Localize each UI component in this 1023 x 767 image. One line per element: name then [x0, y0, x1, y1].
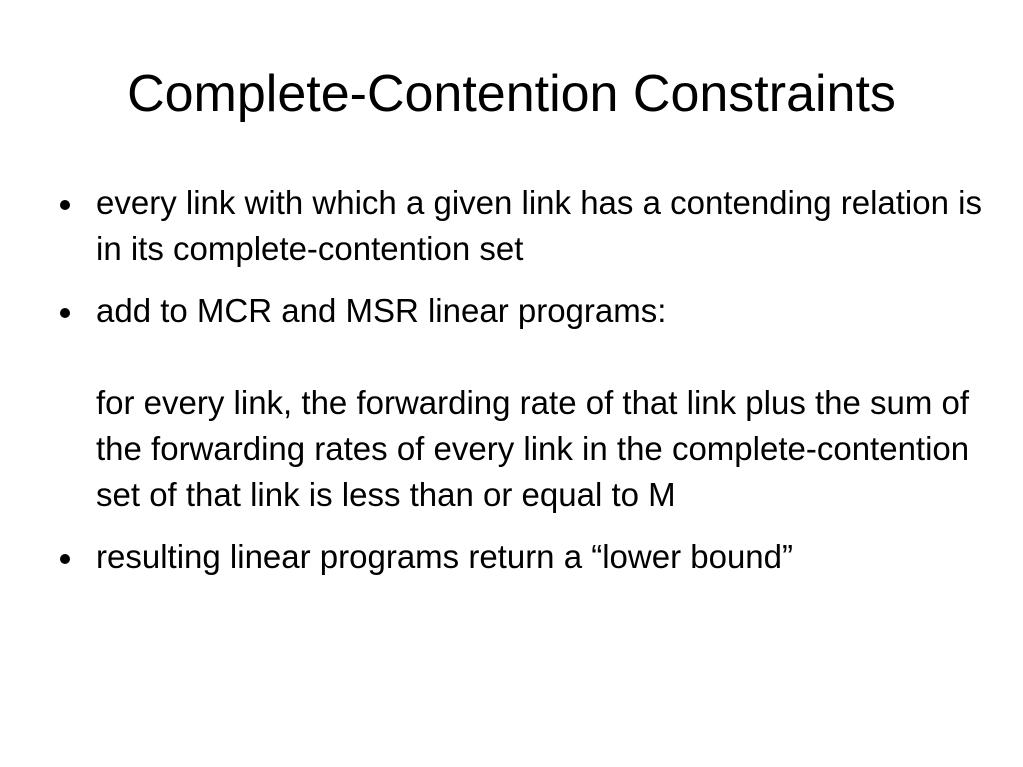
bullet-dot-icon — [60, 200, 70, 210]
bullet-dot-icon — [60, 554, 70, 564]
bullet-dot-icon — [60, 308, 70, 318]
bullet-sub-paragraph: for every link, the forwarding rate of that link plus the sum of the forwarding rates of every link in the complete-contention set of that link is less than or equal to M — [96, 384, 970, 513]
slide-title: Complete-Contention Constraints — [127, 65, 896, 123]
bullet-item-add-constraints — [60, 288, 990, 518]
bullet-text: add to MCR and MSR linear programs: — [96, 292, 667, 329]
bullet-item-lower-bound — [60, 534, 990, 580]
bullet-item-contention-set — [60, 180, 990, 272]
bullet-list — [60, 180, 990, 596]
bullet-text: every link with which a given link has a contending relation is in its complete-contention set — [96, 184, 982, 267]
bullet-text: resulting linear programs return a “lower bound” — [96, 538, 793, 575]
